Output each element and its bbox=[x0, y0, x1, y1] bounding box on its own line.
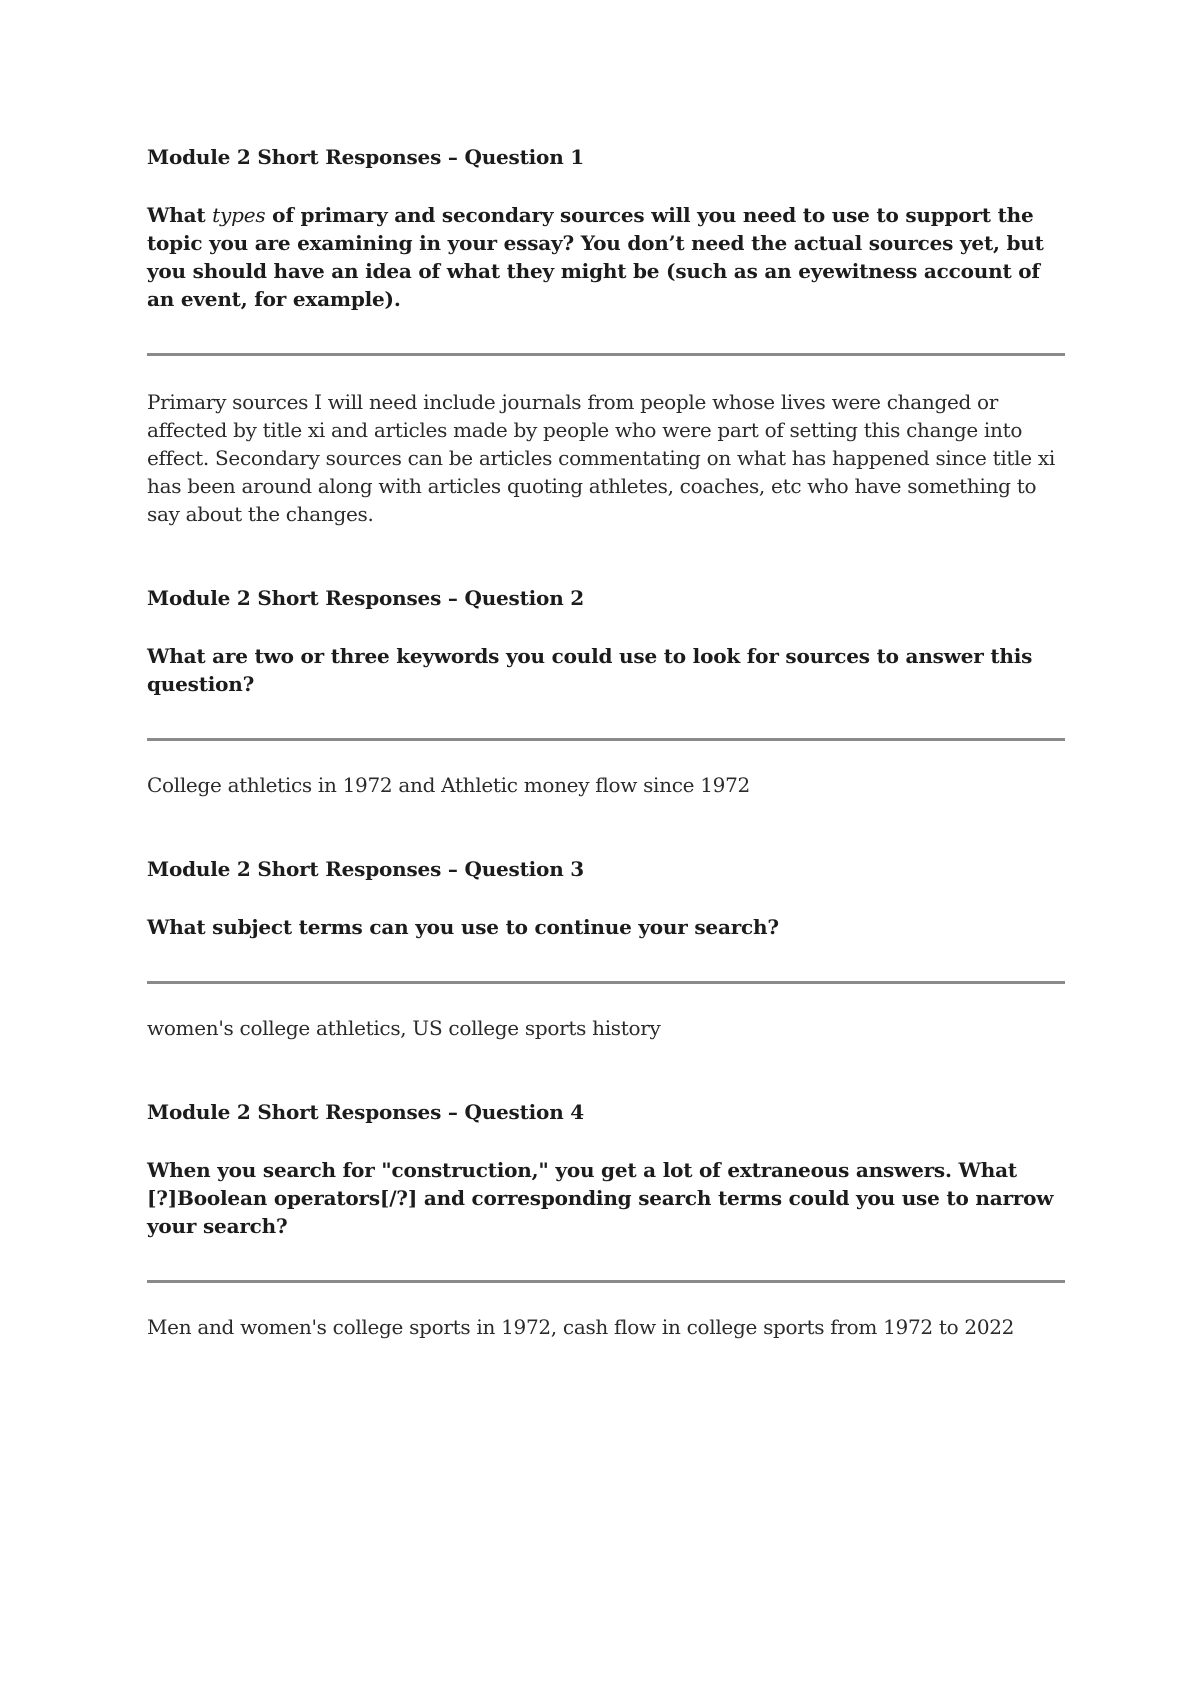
question-section-2 bbox=[147, 584, 1065, 799]
question-1-answer: Primary sources I will need include journals from people whose lives were changed or affected by title xi and articles made by people who were part of setting this change into effect. Secondary sources can be articles commentating on what has happened since title xi has been around along with articles quoting athletes, coaches, etc who have something to say about the changes. bbox=[147, 390, 1055, 526]
question-4-divider bbox=[147, 1280, 1065, 1283]
question-1-prompt-emphasis: types bbox=[212, 203, 266, 227]
question-1-prompt-start: What bbox=[147, 203, 213, 227]
question-4-title: Module 2 Short Responses – Question 4 bbox=[147, 1100, 585, 1124]
question-section-4 bbox=[147, 1098, 1065, 1341]
question-3-prompt: What subject terms can you use to continue your search? bbox=[147, 915, 779, 939]
question-1-prompt bbox=[147, 201, 1065, 313]
question-2-title: Module 2 Short Responses – Question 2 bbox=[147, 586, 585, 610]
question-3-title: Module 2 Short Responses – Question 3 bbox=[147, 857, 585, 881]
question-1-prompt-end: of primary and secondary sources will you need to use to support the topic you are examining in your essay? You don’t need the actual sources yet, but you should have an idea of what they might be (such as an eyewitness account of an event, for example). bbox=[147, 203, 1044, 311]
question-2-prompt: What are two or three keywords you could use to look for sources to answer this question? bbox=[147, 644, 1033, 696]
document-content bbox=[147, 143, 1065, 1341]
question-1-divider bbox=[147, 353, 1065, 356]
question-3-divider bbox=[147, 981, 1065, 984]
question-4-prompt: When you search for "construction," you get a lot of extraneous answers. What [?]Boolean operators[/?] and corresponding search terms could you use to narrow your search? bbox=[147, 1158, 1054, 1238]
question-4-answer: Men and women's college sports in 1972, cash flow in college sports from 1972 to 2022 bbox=[147, 1315, 1015, 1339]
question-1-title: Module 2 Short Responses – Question 1 bbox=[147, 145, 585, 169]
question-3-answer: women's college athletics, US college sports history bbox=[147, 1016, 661, 1040]
question-section-3 bbox=[147, 855, 1065, 1042]
question-2-answer: College athletics in 1972 and Athletic money flow since 1972 bbox=[147, 773, 750, 797]
question-2-divider bbox=[147, 738, 1065, 741]
question-section-1 bbox=[147, 143, 1065, 528]
